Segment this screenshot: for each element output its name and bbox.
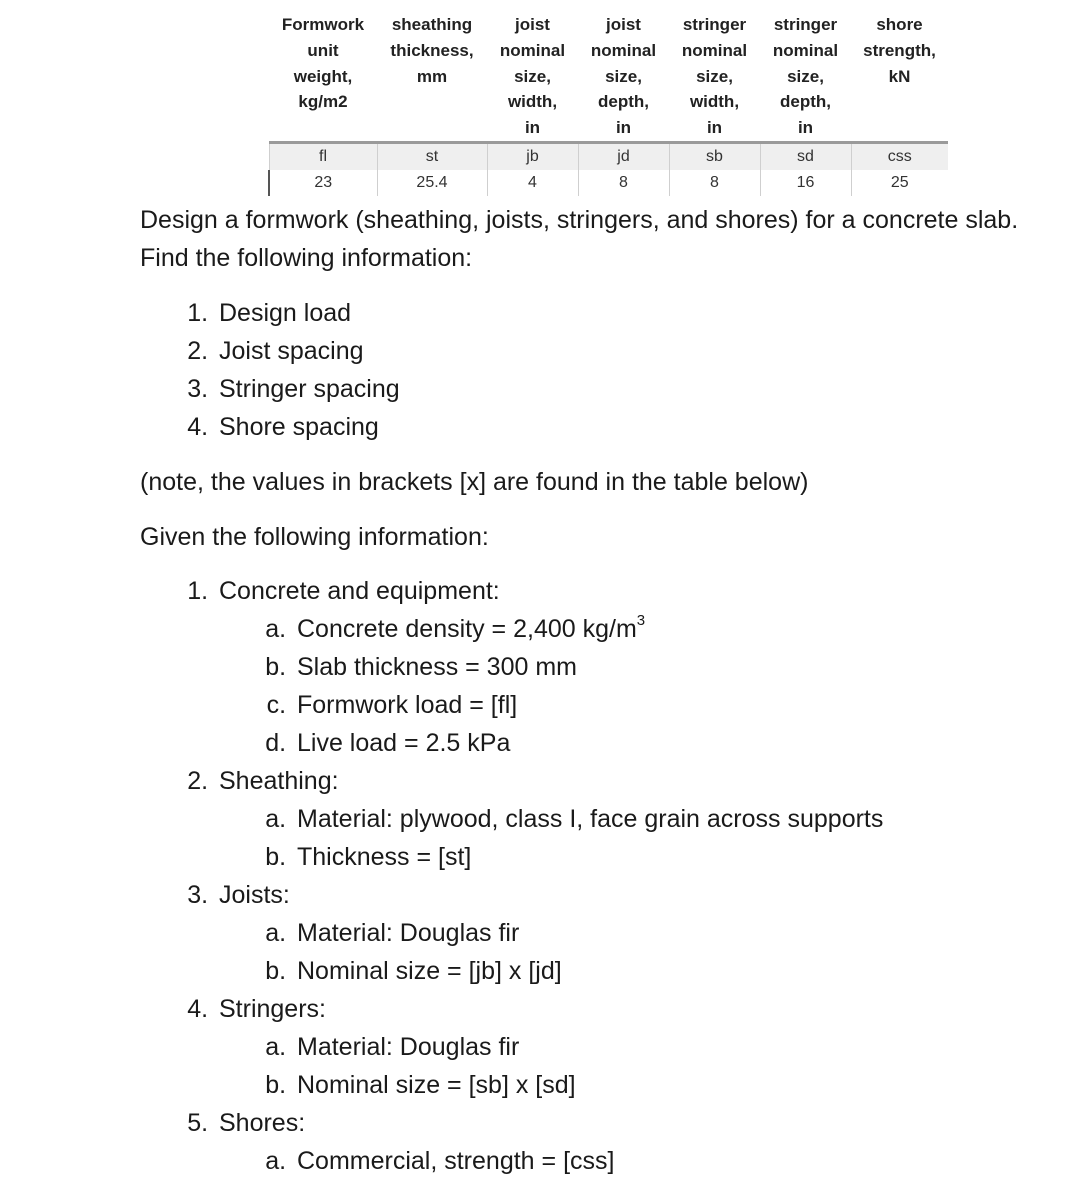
value-fl: 23 bbox=[269, 170, 377, 196]
concrete-sublist bbox=[219, 610, 1070, 762]
header-formwork-weight: Formwork unit weight, kg/m2 bbox=[281, 15, 365, 112]
find-list bbox=[140, 294, 1070, 446]
code-css: css bbox=[851, 142, 948, 170]
shores-sublist bbox=[219, 1142, 1070, 1180]
table-header-row bbox=[269, 12, 948, 142]
given-heading: Given the following information: bbox=[140, 523, 489, 551]
given-concrete bbox=[215, 572, 1070, 762]
formwork-data-table bbox=[268, 12, 948, 196]
code-st: st bbox=[377, 142, 487, 170]
note-paragraph: (note, the values in brackets [x] are found in the table below) bbox=[140, 468, 809, 496]
header-joist-width: joist nominal size, width, in bbox=[499, 15, 566, 138]
slab-thickness: b. Slab thickness = 300 mm bbox=[293, 648, 1070, 686]
code-sd: sd bbox=[760, 142, 851, 170]
problem-statement bbox=[140, 201, 1070, 1197]
sheathing-material: a. Material: plywood, class I, face grain across supports bbox=[293, 800, 1070, 838]
sheathing-thickness: b. Thickness = [st] bbox=[293, 838, 1070, 876]
header-shore-strength: shore strength, kN bbox=[863, 15, 936, 86]
stringers-size: b. Nominal size = [sb] x [sd] bbox=[293, 1066, 1070, 1104]
code-fl: fl bbox=[269, 142, 377, 170]
table-value-row bbox=[269, 170, 948, 196]
code-jb: jb bbox=[487, 142, 578, 170]
find-item-design-load: 1. Design load bbox=[215, 294, 1070, 332]
given-concrete-title: Concrete and equipment: bbox=[219, 577, 500, 605]
given-sheathing bbox=[215, 762, 1070, 876]
given-joists-title: Joists: bbox=[219, 881, 290, 909]
given-joists bbox=[215, 876, 1070, 990]
value-jd: 8 bbox=[578, 170, 669, 196]
stringers-material: a. Material: Douglas fir bbox=[293, 1028, 1070, 1066]
given-stringers bbox=[215, 990, 1070, 1104]
given-list bbox=[140, 572, 1070, 1180]
value-st: 25.4 bbox=[377, 170, 487, 196]
shores-strength: a. Commercial, strength = [css] bbox=[293, 1142, 1070, 1180]
code-jd: jd bbox=[578, 142, 669, 170]
joists-material: a. Material: Douglas fir bbox=[293, 914, 1070, 952]
live-load: d. Live load = 2.5 kPa bbox=[293, 724, 1070, 762]
value-css: 25 bbox=[851, 170, 948, 196]
value-jb: 4 bbox=[487, 170, 578, 196]
sheathing-sublist bbox=[219, 800, 1070, 876]
concrete-density bbox=[293, 610, 1070, 648]
value-sb: 8 bbox=[669, 170, 760, 196]
intro-paragraph: Design a formwork (sheathing, joists, stringers, and shores) for a concrete slab. Find the following information: bbox=[140, 206, 1019, 272]
formwork-load: c. Formwork load = [fl] bbox=[293, 686, 1070, 724]
given-shores bbox=[215, 1104, 1070, 1180]
value-sd: 16 bbox=[760, 170, 851, 196]
cubic-exponent: 3 bbox=[636, 612, 646, 629]
header-sheathing-thickness: sheathing thickness, mm bbox=[390, 15, 474, 86]
given-sheathing-title: Sheathing: bbox=[219, 767, 339, 795]
table-code-row bbox=[269, 142, 948, 170]
given-shores-title: Shores: bbox=[219, 1109, 306, 1137]
find-item-stringer-spacing: 3. Stringer spacing bbox=[215, 370, 1070, 408]
find-item-shore-spacing: 4. Shore spacing bbox=[215, 408, 1070, 446]
find-item-joist-spacing: 2. Joist spacing bbox=[215, 332, 1070, 370]
concrete-density-text: Concrete density = 2,400 kg/m bbox=[297, 615, 637, 643]
joists-sublist bbox=[219, 914, 1070, 990]
given-stringers-title: Stringers: bbox=[219, 995, 326, 1023]
header-stringer-depth: stringer nominal size, depth, in bbox=[772, 15, 839, 138]
code-sb: sb bbox=[669, 142, 760, 170]
joists-size: b. Nominal size = [jb] x [jd] bbox=[293, 952, 1070, 990]
stringers-sublist bbox=[219, 1028, 1070, 1104]
header-stringer-width: stringer nominal size, width, in bbox=[681, 15, 748, 138]
header-joist-depth: joist nominal size, depth, in bbox=[590, 15, 657, 138]
